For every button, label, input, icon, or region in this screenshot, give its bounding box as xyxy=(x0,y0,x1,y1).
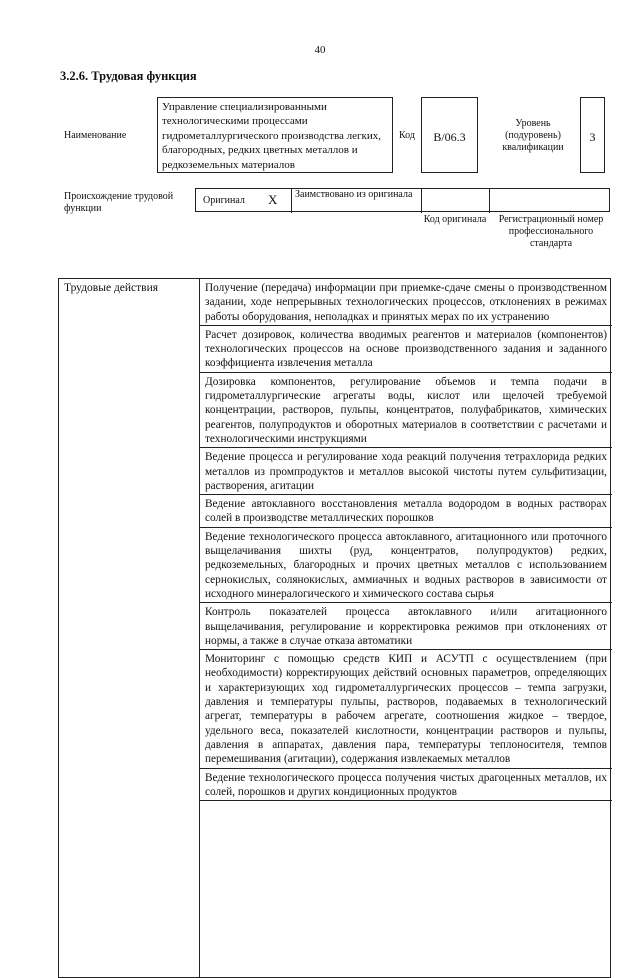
code-original-cell xyxy=(422,189,490,213)
level-label: Уровень (подуровень) квалификации xyxy=(502,118,564,153)
original-mark: X xyxy=(268,192,278,207)
borrowed-label: Заимствовано из оригинала xyxy=(295,189,413,200)
function-code-box: В/06.3 xyxy=(421,97,478,173)
action-row: Ведение технологического процесса получения чистых драгоценных металлов, их солей, порошков и других кондиционных продуктов xyxy=(200,769,612,802)
action-row: Мониторинг с помощью средств КИП и АСУТП с осуществлением (при необходимости) корректирующих действий основных параметров, определяющих и характеризующих ход гидрометаллургических процессов – темпа загрузки, давления и температуры пульпы, растворов, подаваемых в технологический агрегат, температуры в рабочем агрегате, соотношения жидкое – твердое, удельного веса, показателей кислотности, концентрации растворов и пульпы, давления в аппаратах, давления пара, температуры теплоносителя, темпов перемешивания (агитации), содержания извлекаемых металлов xyxy=(200,650,612,768)
action-row: Расчет дозировок, количества вводимых реагентов и материалов (компонентов) технологических процессов на основе производственного задания и заданного коэффициента извлечения металла xyxy=(200,326,612,373)
origin-row xyxy=(195,188,610,212)
qualification-level-box: 3 xyxy=(580,97,605,173)
action-row: Получение (передача) информации при приемке-сдаче смены о производственном задании, ходе непрерывных технологических процессов, отклонениях в режимах работы оборудования, неполадках и принятых мерах по их устранению xyxy=(200,279,612,326)
page-number: 40 xyxy=(314,44,326,56)
name-label: Наименование xyxy=(64,130,127,141)
section-heading: 3.2.6. Трудовая функция xyxy=(60,69,197,83)
action-row: Ведение технологического процесса автоклавного, агитационного или проточного выщелачивания шихты (руд, концентратов, полупродуктов) редких, редкоземельных, благородных и прочих цветных металлов с использованием сернокислых, солянокислых, аммиачных и водных растворов в зависимости от исходного минералогического и химического состава сырья xyxy=(200,528,612,603)
reg-number-cell xyxy=(490,189,609,213)
labor-actions-table xyxy=(58,278,611,978)
action-row: Ведение процесса и регулирование хода реакций получения тетрахлорида редких металлов из промпродуктов и металлов высокой чистоты путем сульфитизации, растворения, агитации xyxy=(200,448,612,495)
original-cell xyxy=(196,189,292,213)
origin-label: Происхождение трудовой функции xyxy=(64,191,174,214)
reg-number-label: Регистрационный номер профессионального стандарта xyxy=(498,214,604,249)
action-row: Дозировка компонентов, регулирование объемов и темпа подачи в гидрометаллургические агрегаты воды, кислот или щелочей требуемой концентрации, растворов, пульпы, концентратов, полуфабрикатов, химических реагентов, полупродуктов и оборотных материалов в соответствии с расчетами и технологическими инструкциями xyxy=(200,373,612,448)
labor-actions-label: Трудовые действия xyxy=(59,279,200,977)
borrowed-cell xyxy=(292,189,422,213)
original-label: Оригинал xyxy=(203,195,245,206)
function-name-box: Управление специализированными технологическими процессами гидрометаллургического производства легких, благородных, редких цветных металлов и редкоземельных материалов xyxy=(157,97,393,173)
code-original-label: Код оригинала xyxy=(423,214,487,225)
code-label: Код xyxy=(399,130,415,141)
labor-actions-list xyxy=(200,279,612,801)
action-row: Контроль показателей процесса автоклавного и/или агитационного выщелачивания, регулирование и корректировка режимов при отклонениях от нормы, а также в случае отказа автоматики xyxy=(200,603,612,650)
action-row: Ведение автоклавного восстановления металла водородом в водных растворах солей в производстве металлических порошков xyxy=(200,495,612,528)
